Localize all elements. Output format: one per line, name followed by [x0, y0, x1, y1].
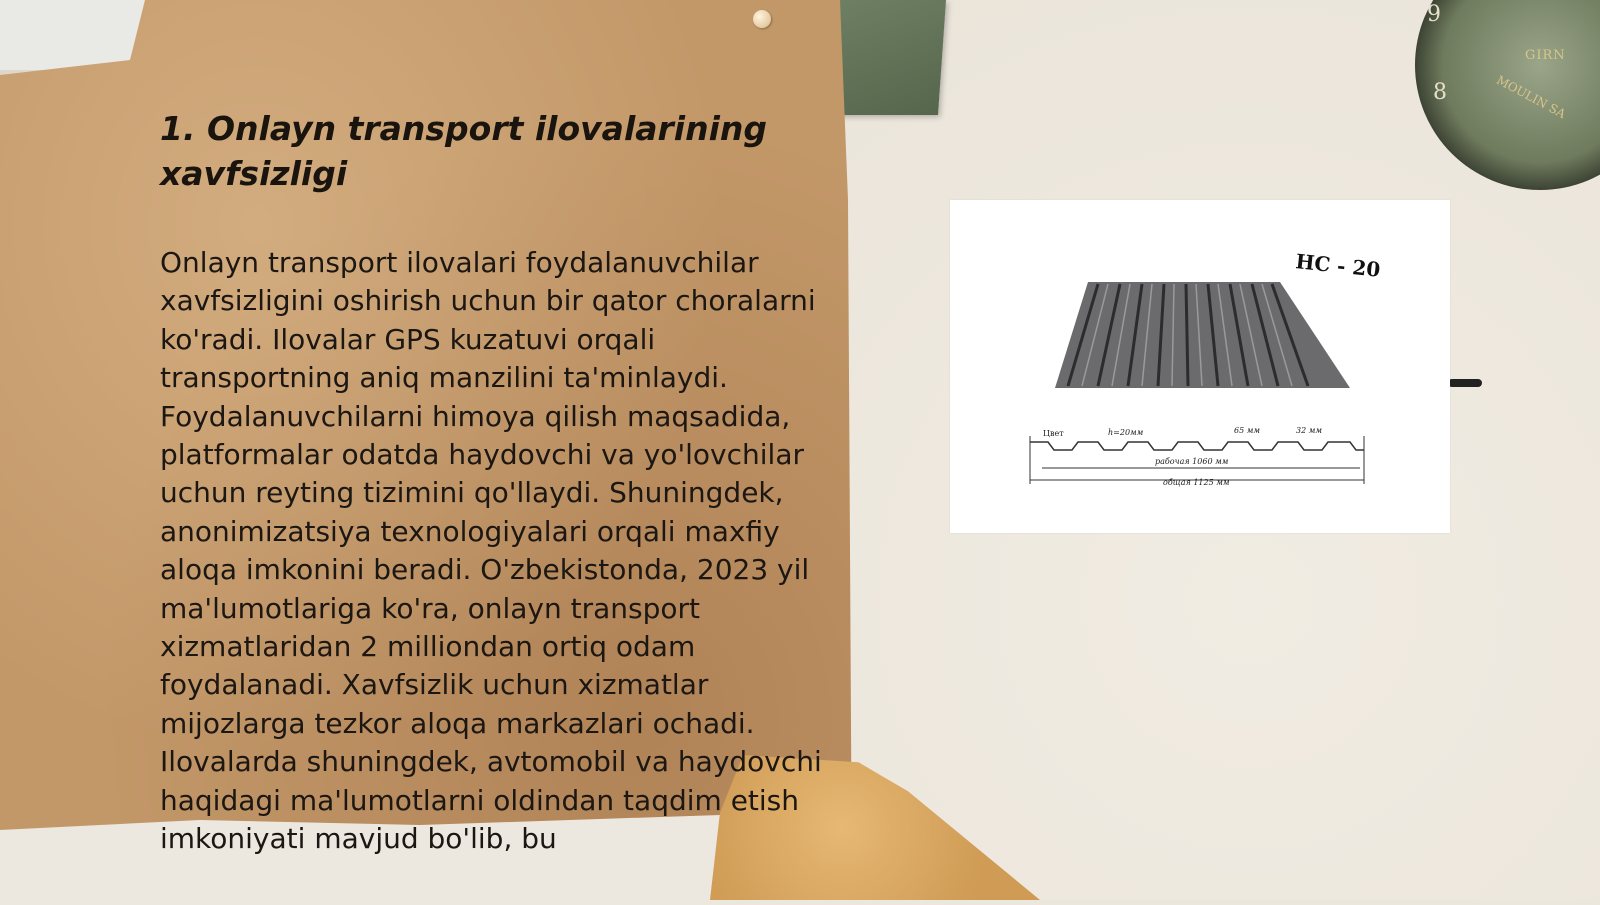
clock-subtext: MOULIN SA — [1494, 72, 1568, 122]
clock-numeral: 8 — [1433, 80, 1447, 105]
dim-color-label: Цвет — [1043, 429, 1064, 438]
dim-total-label: общая 1125 мм — [1163, 478, 1230, 487]
background-corner — [0, 0, 150, 70]
sheet-body — [1055, 282, 1350, 388]
slide-title: 1. Onlayn transport ilovalarining xavfsizligi — [160, 109, 768, 193]
clock-numeral: 9 — [1427, 2, 1441, 27]
green-tape-decoration — [828, 0, 946, 115]
profiled-sheet-figure — [950, 200, 1450, 533]
slide-body-text: Onlayn transport ilovalari foydalanuvchilar xavfsizligini oshirish uchun bir qator choralarni ko'radi. Ilovalar GPS kuzatuvi orqali transportning aniq manzilini ta'minlaydi. Foydalanuvchilarni himoya qilish maqsadida, platformalar odatda haydovchi va yo'lovchilar uchun reyting tizimini qo'llaydi. Shuningdek, anonimizatsiya texnologiyalari orqali maxfiy aloqa imkonini beradi. O'zbekistonda, 2023 yil ma'lumotlariga ko'ra, onlayn transport xizmatlaridan 2 milliondan ortiq odam foydalanadi. Xavfsizlik uchun xizmatlar mijozlarga tezkor aloqa markazlari ochadi. Ilovalarda shuningdek, avtomobil va haydovchi haqidagi ma'lumotlarni oldindan taqdim etish imkoniyati mavjud bo'lib, bu — [160, 246, 822, 856]
dash-mark-decoration — [1448, 379, 1482, 387]
figure-label: НС - 20 — [1294, 249, 1382, 282]
dim-height-label: h=20мм — [1108, 428, 1144, 437]
clock-brand: GIRN — [1525, 48, 1566, 63]
dim-32-label: 32 мм — [1296, 426, 1322, 435]
profile-outline — [1030, 442, 1364, 450]
pin-icon — [753, 10, 771, 28]
profiled-sheet-drawing — [950, 200, 1450, 533]
dim-65-label: 65 мм — [1234, 426, 1260, 435]
dim-working-label: рабочая 1060 мм — [1155, 457, 1229, 466]
